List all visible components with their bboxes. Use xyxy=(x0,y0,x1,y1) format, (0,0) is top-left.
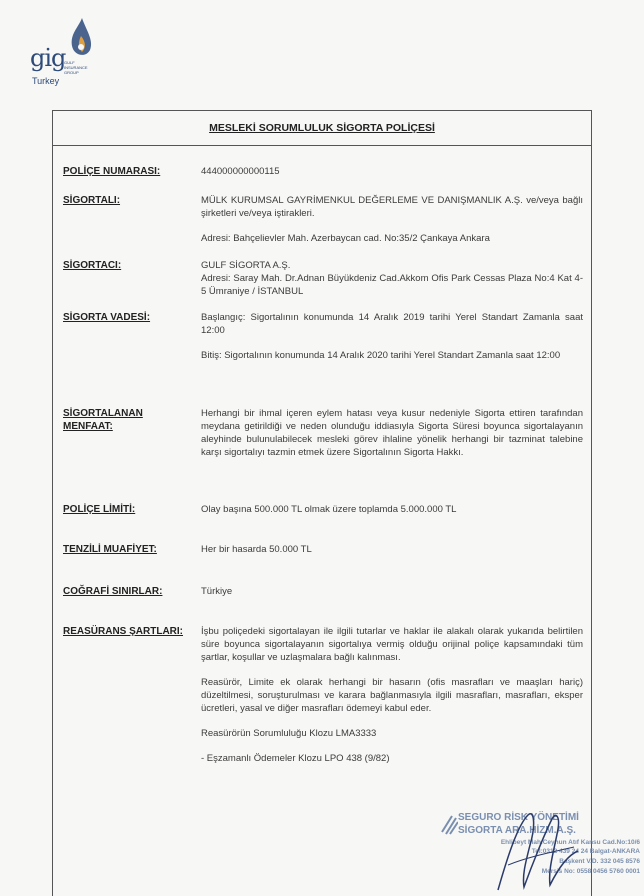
policy-document xyxy=(52,110,592,896)
row-paragraph: Adresi: Bahçelievler Mah. Azerbaycan cad. No:35/2 Çankaya Ankara xyxy=(201,233,490,244)
stamp-logo-icon xyxy=(440,812,458,836)
row-paragraph: Herhangi bir ihmal içeren eylem hatası veya kusur nedeniyle Sigorta ettiren tarafından meydana getirildiği ve neden olunduğu iddiasıyla Sigorta Süresi boyunca sigortalayanın aleyhinde bulunulabilecek mesleki görev ihlaline yönelik herhangi bir tazminat talebine karşı sigortalıyı tazmin etmek üzere Sigortalının Sigorta Hakkı. xyxy=(201,408,583,458)
row-label: POLİÇE NUMARASI: xyxy=(63,166,161,177)
row-paragraph: Başlangıç: Sigortalının konumunda 14 Aralık 2019 tarihi Yerel Standart Zamanla saat 12:00 xyxy=(201,312,583,336)
row-label: SİGORTACI: xyxy=(63,260,122,271)
row-paragraph: 444000000000115 xyxy=(201,166,280,177)
logo-brand: gig xyxy=(30,44,66,72)
stamp-address: Ehlibeyt Mah.Ceyhun Atıf Kansu Cad.No:10/6 xyxy=(500,839,640,846)
row-paragraph: Olay başına 500.000 TL olmak üzere toplamda 5.000.000 TL xyxy=(201,504,457,515)
row-paragraph: Türkiye xyxy=(201,586,233,597)
row-paragraph: - Eşzamanlı Ödemeler Klozu LPO 438 (9/82) xyxy=(201,753,390,764)
handwritten-signature xyxy=(478,795,588,895)
row-value xyxy=(201,407,583,471)
row-value xyxy=(201,311,583,374)
stamp-bank: Başkent V.D. 332 045 8576 xyxy=(559,858,640,865)
row-value xyxy=(201,585,583,610)
title-box xyxy=(53,111,591,146)
row-label: COĞRAFİ SINIRLAR: xyxy=(63,586,163,597)
row-paragraph: Reasürör, Limite ek olarak herhangi bir hasarın (ofis masrafları ve maaşları hariç) düzeltilmesi, soruşturulması ve karara bağlanmasıyla ilgili masrafları, masrafları, eksper ücretleri, yasal ve diğer masrafları ödemeyi kabul eder. xyxy=(201,677,583,714)
row-value xyxy=(201,194,583,257)
stamp-tel: Tel:0312 439 24 24 Balgat-ANKARA xyxy=(531,848,640,855)
row-value xyxy=(201,259,583,310)
row-paragraph: GULF SİGORTA A.Ş. Adresi: Saray Mah. Dr.Adnan Büyükdeniz Cad.Akkom Ofis Park Cessas Plaza No:4 Kat 4-5 Ümraniye / İSTANBUL xyxy=(201,260,583,297)
row-label: TENZİLİ MUAFİYET: xyxy=(63,544,157,555)
document-title: MESLEKİ SORUMLULUK SİGORTA POLİÇESİ xyxy=(209,122,435,134)
logo-group-text: GULF INSURANCE GROUP xyxy=(64,60,88,75)
row-value xyxy=(201,543,583,568)
row-paragraph: İşbu poliçedeki sigortalayan ile ilgili tutarlar ve haklar ile alakalı olarak yukarıda belirtilen süre boyunca sigortalayanın sigortalıya vermiş olduğu orijinal poliçe kapsamındaki tüm şartlar, koşullar ve uzlaşmalara bağlı kalınması. xyxy=(201,626,583,663)
row-paragraph: Her bir hasarda 50.000 TL xyxy=(201,544,312,555)
logo-country: Turkey xyxy=(32,76,60,86)
stamp-name-line2: SİGORTA ARA.HİZM.A.Ş. xyxy=(458,825,576,836)
row-label: POLİÇE LİMİTİ: xyxy=(63,504,136,515)
row-value xyxy=(201,625,583,777)
row-label: SİGORTALI: xyxy=(63,195,121,206)
stamp-mersis: Mersis No: 0558 0456 5760 0001 xyxy=(541,868,640,875)
row-label: SİGORTA VADESİ: xyxy=(63,312,151,323)
row-label: REASÜRANS ŞARTLARI: xyxy=(63,626,183,637)
row-paragraph: Reasürörün Sorumluluğu Klozu LMA3333 xyxy=(201,728,377,739)
row-value xyxy=(201,503,583,528)
row-value xyxy=(201,165,583,190)
row-paragraph: MÜLK KURUMSAL GAYRİMENKUL DEĞERLEME VE DANIŞMANLIK A.Ş. ve/veya bağlı şirketleri ve/veya iştirakleri. xyxy=(201,195,583,219)
row-paragraph: Bitiş: Sigortalının konumunda 14 Aralık 2020 tarihi Yerel Standart Zamanla saat 12:00 xyxy=(201,350,561,361)
stamp-name-line1: SEGURO RİSK YÖNETİMİ xyxy=(458,812,579,823)
row-label: SİGORTALANAN MENFAAT: xyxy=(63,408,143,432)
